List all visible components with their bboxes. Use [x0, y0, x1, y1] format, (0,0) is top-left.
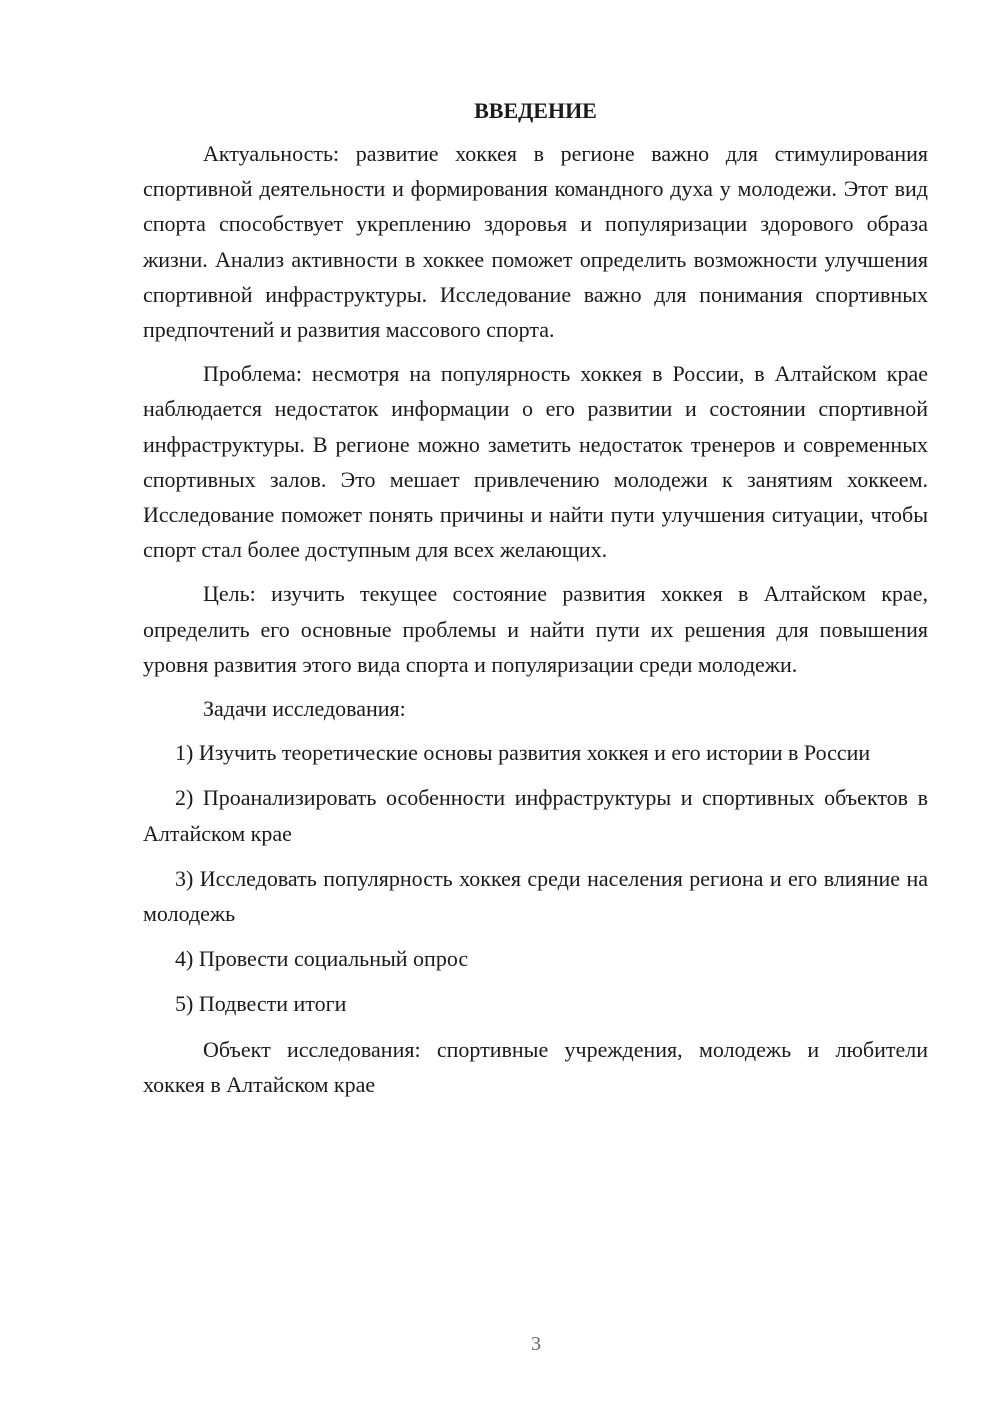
- tasks-intro: Задачи исследования:: [203, 696, 406, 722]
- page-content: [143, 94, 928, 1111]
- goal-paragraph: Цель: изучить текущее состояние развития хоккея в Алтайском крае, определить его основные проблемы и найти пути их решения для повышения уровня развития этого вида спорта и популяризации среди молодежи.: [143, 581, 928, 677]
- problem-paragraph: Проблема: несмотря на популярность хоккея в России, в Алтайском крае наблюдается недостаток информации о его развитии и состоянии спортивной инфраструктуры. В регионе можно заметить недостаток тренеров и современных спортивных залов. Это мешает привлечению молодежи к занятиям хоккеем. Исследование поможет понять причины и найти пути улучшения ситуации, чтобы спорт стал более доступным для всех желающих.: [143, 361, 928, 563]
- task-item-4: 4) Провести социальный опрос: [175, 946, 469, 972]
- relevance-paragraph: Актуальность: развитие хоккея в регионе важно для стимулирования спортивной деятельности и формирования командного духа у молодежи. Этот вид спорта способствует укреплению здоровья и популяризации здорового образа жизни. Анализ активности в хоккее поможет определить возможности улучшения спортивной инфраструктуры. Исследование важно для понимания спортивных предпочтений и развития массового спорта.: [143, 141, 928, 343]
- section-heading: ВВЕДЕНИЕ: [474, 98, 597, 123]
- page-number: 3: [531, 1333, 541, 1355]
- task-item-2: 2) Проанализировать особенности инфраструктуры и спортивных объектов в Алтайском крае: [143, 785, 928, 846]
- task-item-3: 3) Исследовать популярность хоккея среди населения региона и его влияние на молодежь: [143, 865, 928, 927]
- task-item-1: 1) Изучить теоретические основы развития хоккея и его истории в России: [175, 740, 871, 766]
- object-paragraph: Объект исследования: спортивные учреждения, молодежь и любители хоккея в Алтайском крае: [143, 1036, 928, 1097]
- tasks-list: [143, 735, 928, 1021]
- task-item-5: 5) Подвести итоги: [175, 991, 347, 1017]
